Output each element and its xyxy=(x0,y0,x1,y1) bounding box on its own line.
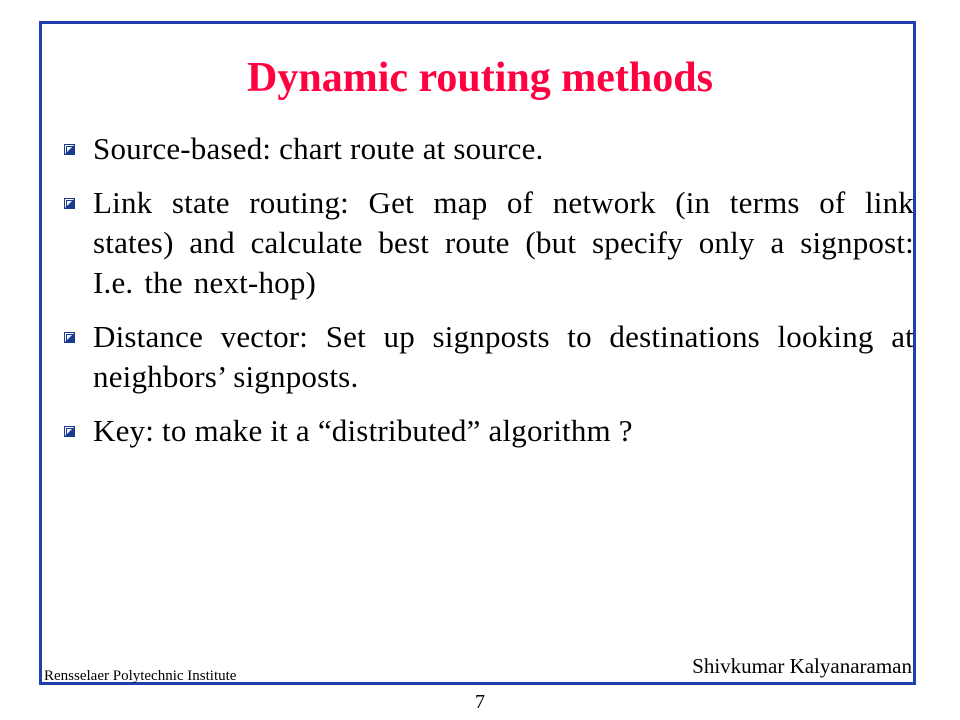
bullet-text: Key: to make it a “distributed” algorithm ? xyxy=(93,413,633,448)
bullet-item xyxy=(64,411,914,451)
bullet-item xyxy=(64,317,914,397)
square-bullet-icon xyxy=(64,198,75,209)
bullet-list xyxy=(64,129,914,465)
page-number: 7 xyxy=(475,691,485,713)
slide-title: Dynamic routing methods xyxy=(247,55,713,101)
institute-name: Rensselaer Polytechnic Institute xyxy=(44,668,237,684)
bullet-item xyxy=(64,183,914,303)
square-bullet-icon xyxy=(64,426,75,437)
square-bullet-icon xyxy=(64,332,75,343)
bullet-text: Distance vector: Set up signposts to destinations looking at neighbors’ signposts. xyxy=(93,319,914,394)
bullet-item xyxy=(64,129,914,169)
bullet-text: Link state routing: Get map of network (in terms of link states) and calculate best route (but specify only a signpost: I.e. the next-hop) xyxy=(93,185,914,300)
square-bullet-icon xyxy=(64,144,75,155)
bullet-text: Source-based: chart route at source. xyxy=(93,131,544,166)
author-name: Shivkumar Kalyanaraman xyxy=(692,654,912,678)
